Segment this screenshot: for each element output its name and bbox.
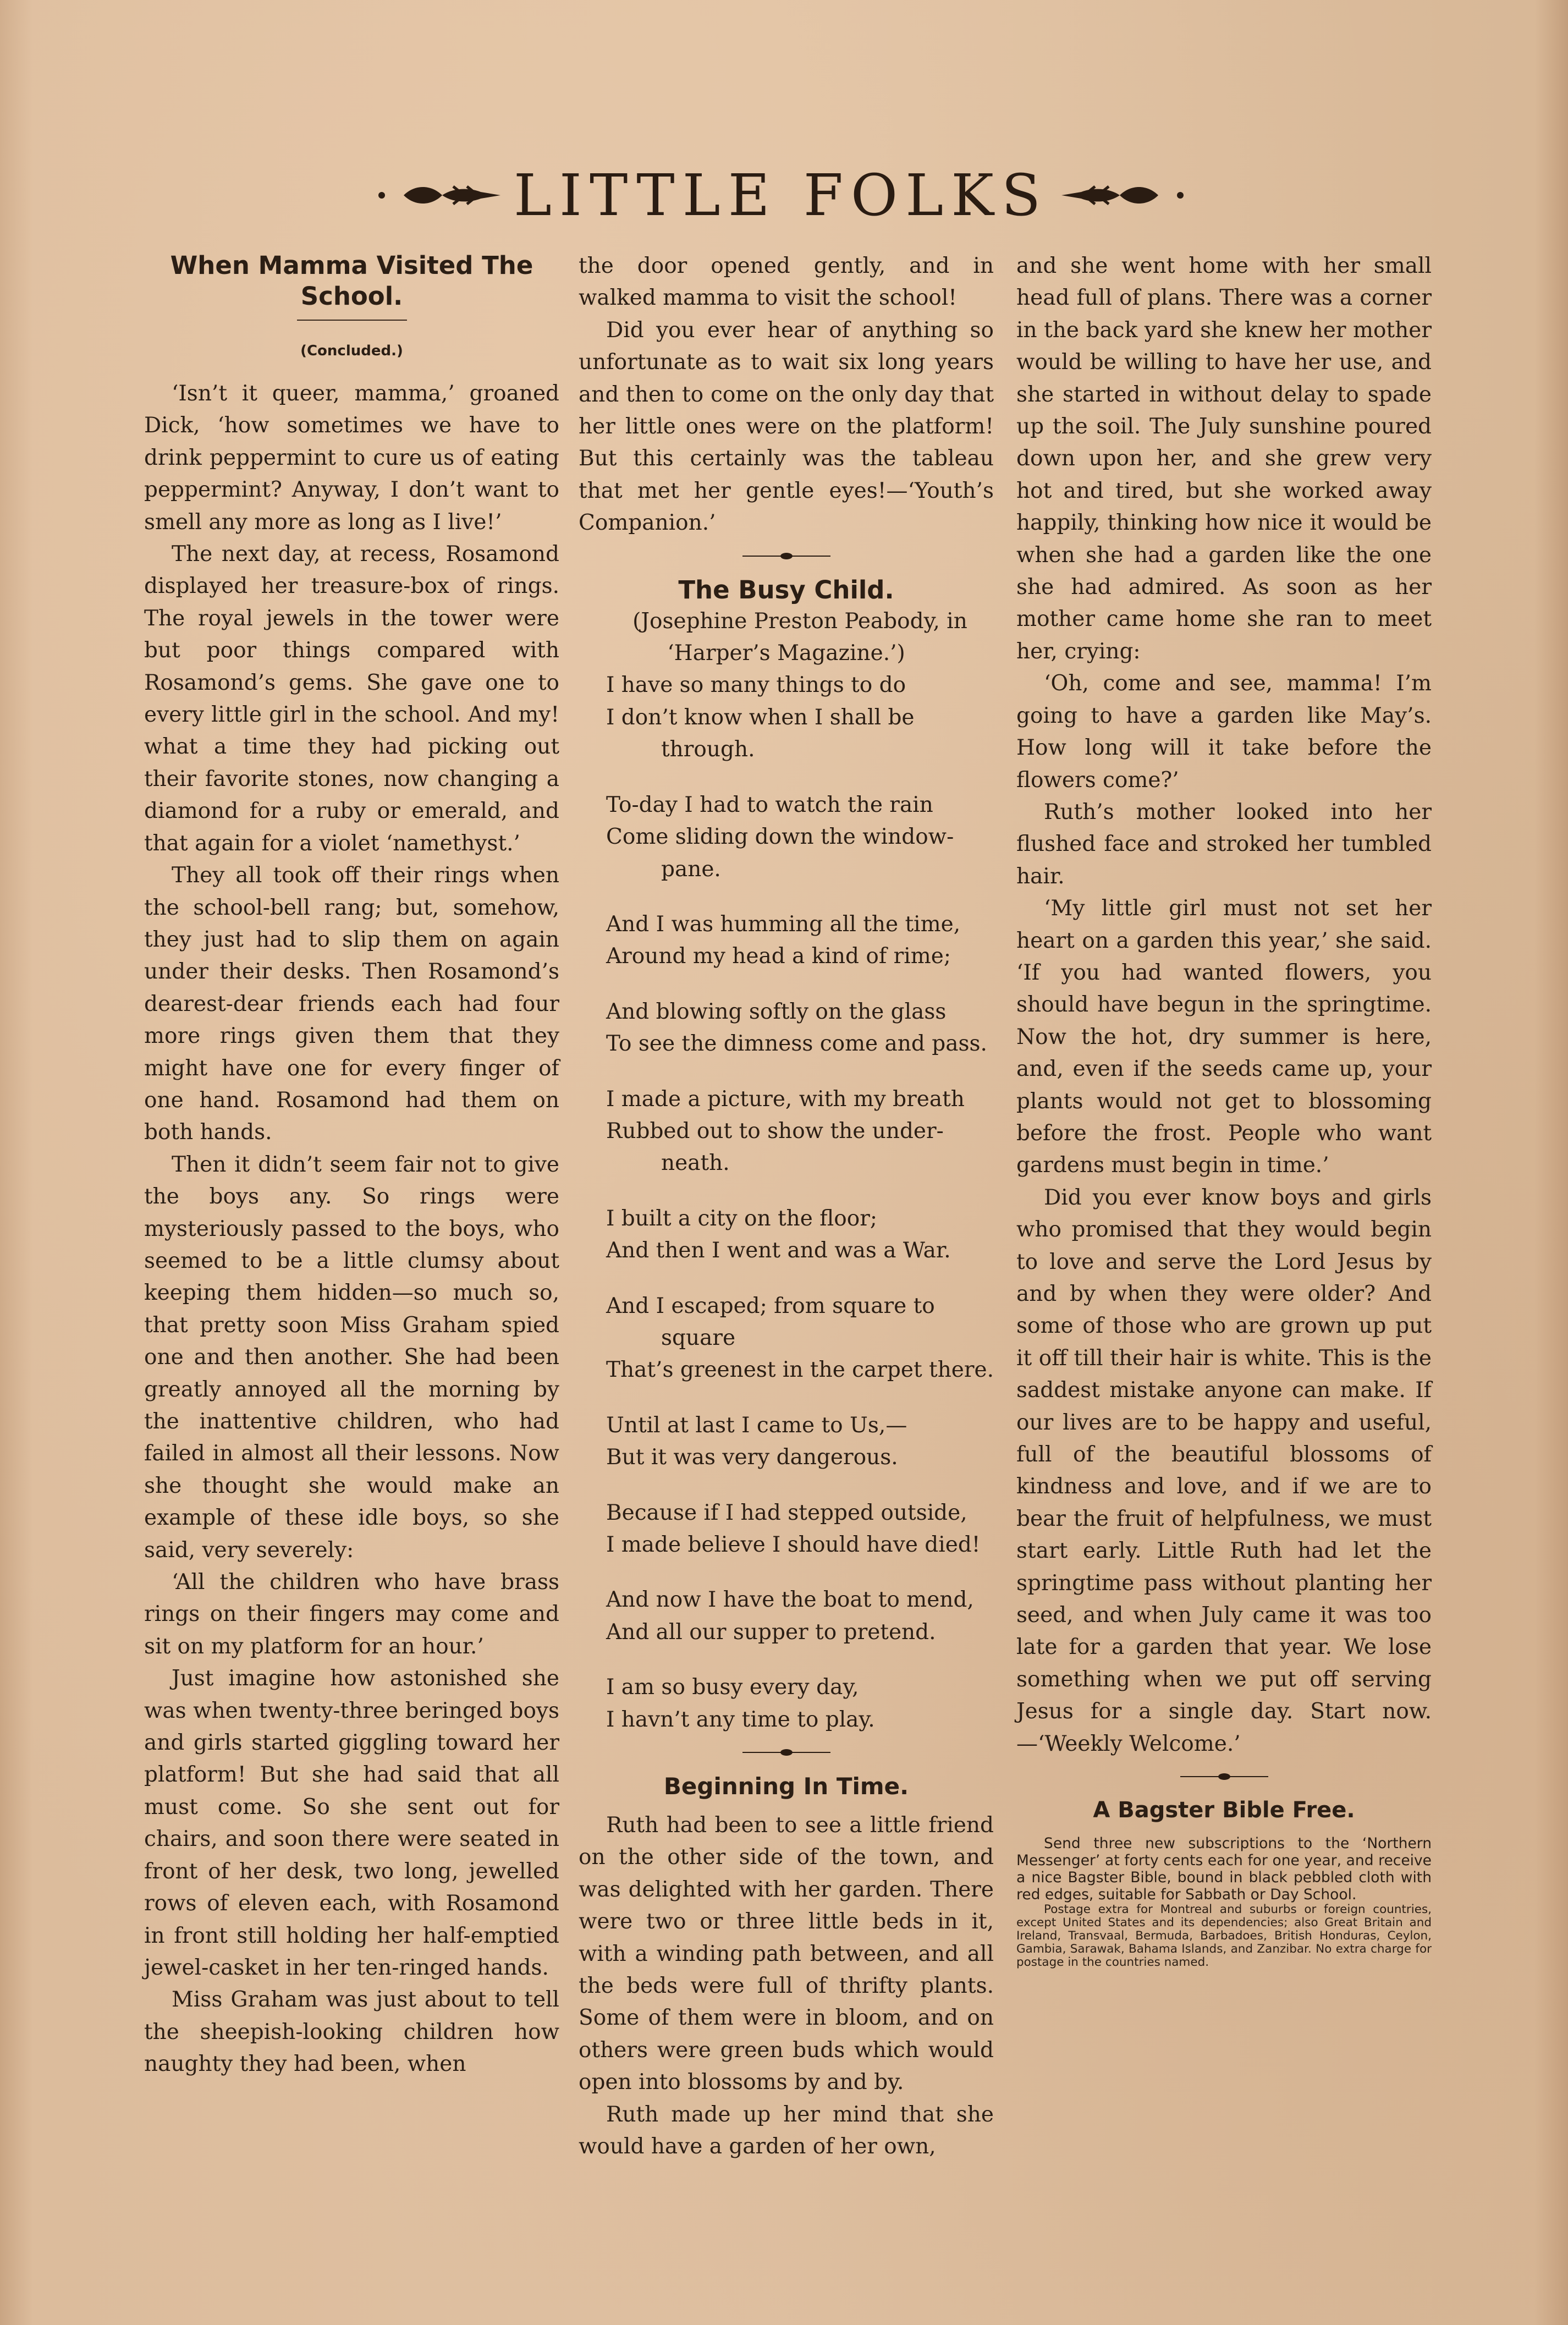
section-divider <box>579 551 994 562</box>
offer-fine-print: Postage extra for Montreal and suburbs or foreign countries, except United States and its dependencies; also Great Britain and Ireland, Transvaal, Bermuda, Barbadoes, British Honduras, Ceylon, Gambia, Sarawak, Bahama Islands, and Zanzibar. No extra charge for postage in the countries named. <box>1016 1903 1432 1970</box>
offer-body: Send three new subscriptions to the ‘Northern Messenger’ at forty cents each for one year, and receive a nice Bagster Bible, bound in black pebbled cloth with red edges, suitable for Sabbath or Day School. <box>1016 1835 1432 1904</box>
poem-byline: (Josephine Preston Peabody, in ‘Harper’s Magazine.’) <box>632 608 967 666</box>
poem-line: And blowing softly on the glass <box>606 999 947 1024</box>
poem-stanza <box>579 1203 994 1267</box>
paragraph: Miss Graham was just about to tell the sheepish-looking children how naughty they had been, when <box>144 1987 559 2077</box>
paragraph: Ruth’s mother looked into her flushed face and stroked her tumbled hair. <box>1016 799 1432 889</box>
poem-line: through. <box>661 737 755 762</box>
paragraph: Did you ever hear of anything so unfortunate as to wait six long years and then to come on the only day that her little ones were on the platform! But this certainly was the tableau that met her gentle eyes!—‘Youth’s Companion.’ <box>579 317 994 536</box>
column-3 <box>1016 250 1432 1969</box>
paragraph: and she went home with her small head full of plans. There was a corner in the back yard she knew her mother would be willing to have her use, and she started in without delay to spade up the soil. The July sunshine poured down upon her, and she grew very hot and tired, but she worked away happily, thinking how nice it would be when she had a garden like the one she had admired. As soon as her mother came home she ran to meet her, crying: <box>1016 254 1432 664</box>
article-title: Beginning In Time. <box>663 1773 909 1800</box>
paragraph: Ruth had been to see a little friend on the other side of the town, and was delighted with her garden. There were two or three little beds in it, with a winding path between, and all the beds were full of thrifty plants. Some of them were in bloom, and on others were green buds which would open into blossoms by and by. <box>579 1813 994 2095</box>
poem-stanza <box>579 1290 994 1387</box>
poem-line: And all our supper to pretend. <box>606 1619 936 1645</box>
paragraph: ‘My little girl must not set her heart on a garden this year,’ she said. ‘If you had wanted flowers, you should have begun in the springtime. Now the hot, dry summer is here, and, even if the seeds came up, your plants would not get to blossoming before the frost. People who want gardens must begin in time.’ <box>1016 896 1432 1178</box>
poem-stanza <box>579 1497 994 1562</box>
paragraph: Did you ever know boys and girls who promised that they would begin to love and serve the Lord Jesus by and by when they were older? And some of those who are grown up put it off till their hair is white. This is the saddest mistake anyone can make. If our lives are to be happy and useful, full of the beautiful blossoms of kindness and love, and if we are to bear the fruit of helpfulness, we must start early. Little Ruth had let the springtime pass without planting her seed, and when July came it was too late for a garden that year. We lose something when we put off serving Jesus for a single day. Start now.—‘Weekly Welcome.’ <box>1016 1185 1432 1756</box>
poem-stanza <box>579 1672 994 1736</box>
poem-line: Because if I had stepped outside, <box>606 1500 967 1525</box>
paragraph: the door opened gently, and in walked mamma to visit the school! <box>579 254 994 311</box>
divider-ornament-icon <box>740 1747 833 1758</box>
poem-line: Until at last I came to Us,— <box>606 1412 907 1438</box>
poem-line: square <box>661 1325 736 1350</box>
right-flourish-ornament <box>1059 179 1191 212</box>
poem-line: To see the dimness come and pass. <box>606 1031 987 1057</box>
divider-ornament-icon <box>740 551 833 562</box>
column-1 <box>144 250 559 2081</box>
poem-stanza <box>579 669 994 766</box>
poem-line: And I escaped; from square to <box>606 1293 935 1318</box>
poem-line: That’s greenest in the carpet there. <box>606 1357 994 1383</box>
paragraph: Then it didn’t seem fair not to give the boys any. So rings were mysteriously passed to the boys, who seemed to be a little clumsy about keeping them hidden—so much so, that pretty soon Miss Graham spied one and then another. She had been greatly annoyed all the morning by the inattentive children, who had failed in almost all their lessons. Now she thought she would make an example of these idle boys, so she said, very severely: <box>144 1152 559 1563</box>
article-note: (Concluded.) <box>300 343 403 359</box>
section-divider <box>579 1747 994 1758</box>
poem-stanza <box>579 789 994 886</box>
poem-line: I made believe I should have died! <box>606 1532 981 1557</box>
poem-stanza <box>579 909 994 973</box>
poem-line: Around my head a kind of rime; <box>606 944 951 969</box>
poem-line: I made a picture, with my breath <box>606 1086 965 1112</box>
paragraph: ‘Isn’t it queer, mamma,’ groaned Dick, ‘how sometimes we have to drink peppermint to cure us of eating peppermint? Anyway, I don’t want to smell any more as long as I live!’ <box>144 381 559 535</box>
poem-line: To-day I had to watch the rain <box>606 792 933 817</box>
poem-line: But it was very dangerous. <box>606 1445 898 1470</box>
column-2 <box>579 250 994 2163</box>
poem-stanza <box>579 996 994 1060</box>
poem-stanza <box>579 1410 994 1474</box>
paragraph: Just imagine how astonished she was when twenty-three beringed boys and girls started giggling toward her platform! But she had said that all must come. So she sent out for chairs, and soon there were seated in front of her desk, two long, jewelled rows of eleven each, with Rosamond in front still holding her half-emptied jewel-casket in her ten-ringed hands. <box>144 1666 559 1980</box>
offer-title: A Bagster Bible Free. <box>1093 1798 1355 1823</box>
section-title: LITTLE FOLKS <box>513 162 1049 229</box>
paragraph: The next day, at recess, Rosamond displayed her treasure-box of rings. The royal jewels in the tower were but poor things compared with Rosamond’s gems. She gave one to every little girl in the school. And my! what a time they had picking out their favorite stones, now changing a diamond for a ruby or emerald, and that again for a violet ‘namethyst.’ <box>144 542 559 856</box>
paragraph: ‘Oh, come and see, mamma! I’m going to have a garden like May’s. How long will it take before the flowers come?’ <box>1016 671 1432 793</box>
paragraph: ‘All the children who have brass rings on their fingers may come and sit on my platform for an hour.’ <box>144 1570 559 1659</box>
divider-ornament-icon <box>1178 1771 1271 1782</box>
poem-line: And then I went and was a War. <box>606 1238 951 1263</box>
poem-line: I don’t know when I shall be <box>606 705 915 730</box>
article-title: When Mamma Visited The School. <box>170 251 533 311</box>
paragraph: They all took off their rings when the school-bell rang; but, somehow, they just had to slip them on again under their desks. Then Rosamond’s dearest-dear friends each had four more rings given them that they might have one for every finger of one hand. Rosamond had them on both hands. <box>144 863 559 1145</box>
poem-line: And now I have the boat to mend, <box>606 1587 974 1613</box>
left-flourish-ornament <box>371 179 503 212</box>
poem-title: The Busy Child. <box>678 575 894 604</box>
title-underline <box>297 320 407 321</box>
section-divider <box>1016 1771 1432 1782</box>
poem-line: I built a city on the floor; <box>606 1206 877 1231</box>
poem-line: Come sliding down the window- <box>606 825 954 850</box>
poem-line: And I was humming all the time, <box>606 911 961 937</box>
section-header <box>308 160 1254 231</box>
poem-line: neath. <box>661 1151 730 1176</box>
poem-line: I havn’t any time to play. <box>606 1707 875 1732</box>
poem-stanza <box>579 1084 994 1180</box>
poem-line: Rubbed out to show the under- <box>606 1118 944 1144</box>
poem-stanza <box>579 1584 994 1648</box>
poem-line: I have so many things to do <box>606 673 906 698</box>
paragraph: Ruth made up her mind that she would have a garden of her own, <box>579 2102 994 2159</box>
poem-line: pane. <box>661 856 721 882</box>
poem-line: I am so busy every day, <box>606 1675 859 1700</box>
